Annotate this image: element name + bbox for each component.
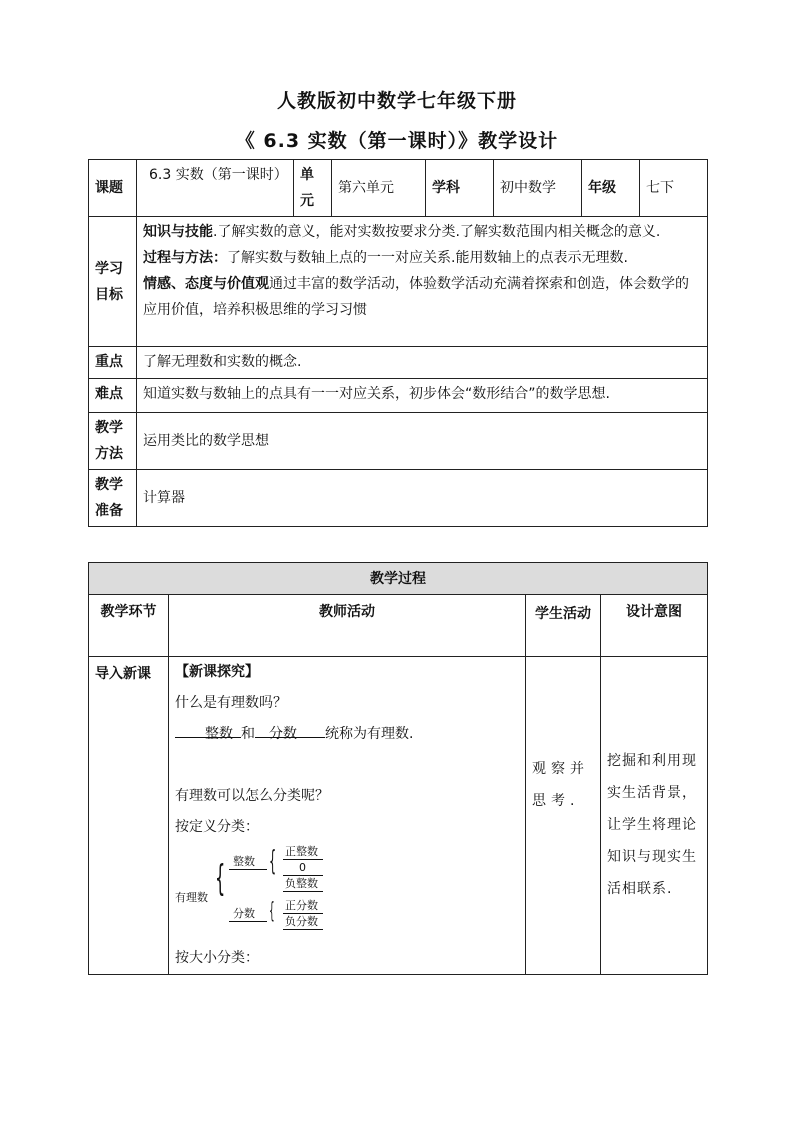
brace-icon: { (215, 858, 226, 899)
blank-underline (175, 719, 205, 738)
diagram-root: 有理数 (175, 891, 208, 904)
blank-underline (297, 719, 325, 738)
key-point-value: 了解无理数和实数的概念. (137, 347, 708, 379)
and-text: 和 (241, 726, 255, 742)
blank-underline (255, 719, 269, 738)
blank-answer-fraction: 分数 (269, 719, 297, 738)
classify-by-definition: 按定义分类： (175, 819, 259, 835)
new-lesson-heading: 【新课探究】 (175, 664, 259, 680)
diagram-fraction: 分数 (233, 907, 255, 920)
diagram-zero: 0 (299, 861, 306, 874)
goals-label: 学习目标 (89, 217, 137, 347)
method-label: 教学方法 (89, 413, 137, 470)
student-activity-cell: 观察并思考. (526, 657, 601, 975)
prep-value: 计算器 (137, 470, 708, 527)
blank-answer-integer: 整数 (205, 719, 233, 738)
diagram-integer: 整数 (233, 855, 255, 868)
classify-by-size: 按大小分类： (175, 950, 259, 966)
brace-icon: { (269, 844, 277, 877)
fill-blank-line (175, 719, 519, 750)
col-header-teacher: 教师活动 (169, 595, 526, 657)
subject-label: 学科 (426, 160, 494, 217)
question-2: 有理数可以怎么分类呢？ (175, 788, 329, 804)
document-title: 人教版初中数学七年级下册 (276, 90, 517, 112)
col-header-stage: 教学环节 (89, 595, 169, 657)
teaching-process-table (88, 562, 708, 975)
goal-knowledge-title: 知识与技能 (143, 224, 213, 240)
difficulty-label: 难点 (89, 379, 137, 413)
key-point-label: 重点 (89, 347, 137, 379)
goal-process (143, 245, 701, 271)
topic-value: 6.3 实数（第一课时） (137, 160, 294, 217)
blank-tail-text: 统称为有理数. (325, 726, 414, 742)
prep-label: 教学准备 (89, 470, 137, 527)
rational-number-classification-diagram (175, 844, 365, 943)
grade-label: 年级 (582, 160, 640, 217)
goal-emotion-title: 情感、态度与价值观 (143, 276, 269, 292)
goal-process-text: 了解实数与数轴上点的一一对应关系.能用数轴上的点表示无理数. (227, 250, 628, 266)
stage-cell: 导入新课 (89, 657, 169, 975)
goal-emotion-text: 通过丰富的数学活动，体验数学活动充满着探索和创造，体会数学的应用价值，培养积极思维的学习习惯 (143, 276, 689, 318)
brace-icon: { (269, 899, 275, 924)
subject-value: 初中数学 (494, 160, 582, 217)
unit-label: 单元 (294, 160, 332, 217)
grade-value: 七下 (640, 160, 708, 217)
unit-value: 第六单元 (332, 160, 426, 217)
col-header-student: 学生活动 (526, 595, 601, 657)
diagram-positive-fraction: 正分数 (285, 899, 318, 912)
goal-knowledge (143, 219, 701, 245)
col-header-intent: 设计意图 (601, 595, 708, 657)
goals-content (137, 217, 708, 347)
lesson-info-table (88, 159, 708, 527)
diagram-positive-integer: 正整数 (285, 845, 318, 858)
method-value: 运用类比的数学思想 (137, 413, 708, 470)
difficulty-value: 知道实数与数轴上的点具有一一对应关系，初步体会“数形结合”的数学思想. (137, 379, 708, 413)
question-1: 什么是有理数吗？ (175, 695, 287, 711)
teacher-activity-cell (169, 657, 526, 975)
diagram-negative-integer: 负整数 (285, 877, 318, 890)
document-subtitle: 《 6.3 实数（第一课时）》教学设计 (235, 130, 559, 152)
goal-knowledge-text: .了解实数的意义，能对实数按要求分类.了解实数范围内相关概念的意义. (213, 224, 661, 240)
diagram-negative-fraction: 负分数 (285, 915, 318, 928)
topic-label: 课题 (89, 160, 137, 217)
goal-process-title: 过程与方法： (143, 250, 227, 266)
goal-emotion (143, 271, 701, 323)
blank-underline (233, 719, 241, 738)
design-intent-cell: 挖掘和利用现实生活背景，让学生将理论知识与现实生活相联系. (601, 657, 708, 975)
process-title: 教学过程 (89, 563, 708, 595)
